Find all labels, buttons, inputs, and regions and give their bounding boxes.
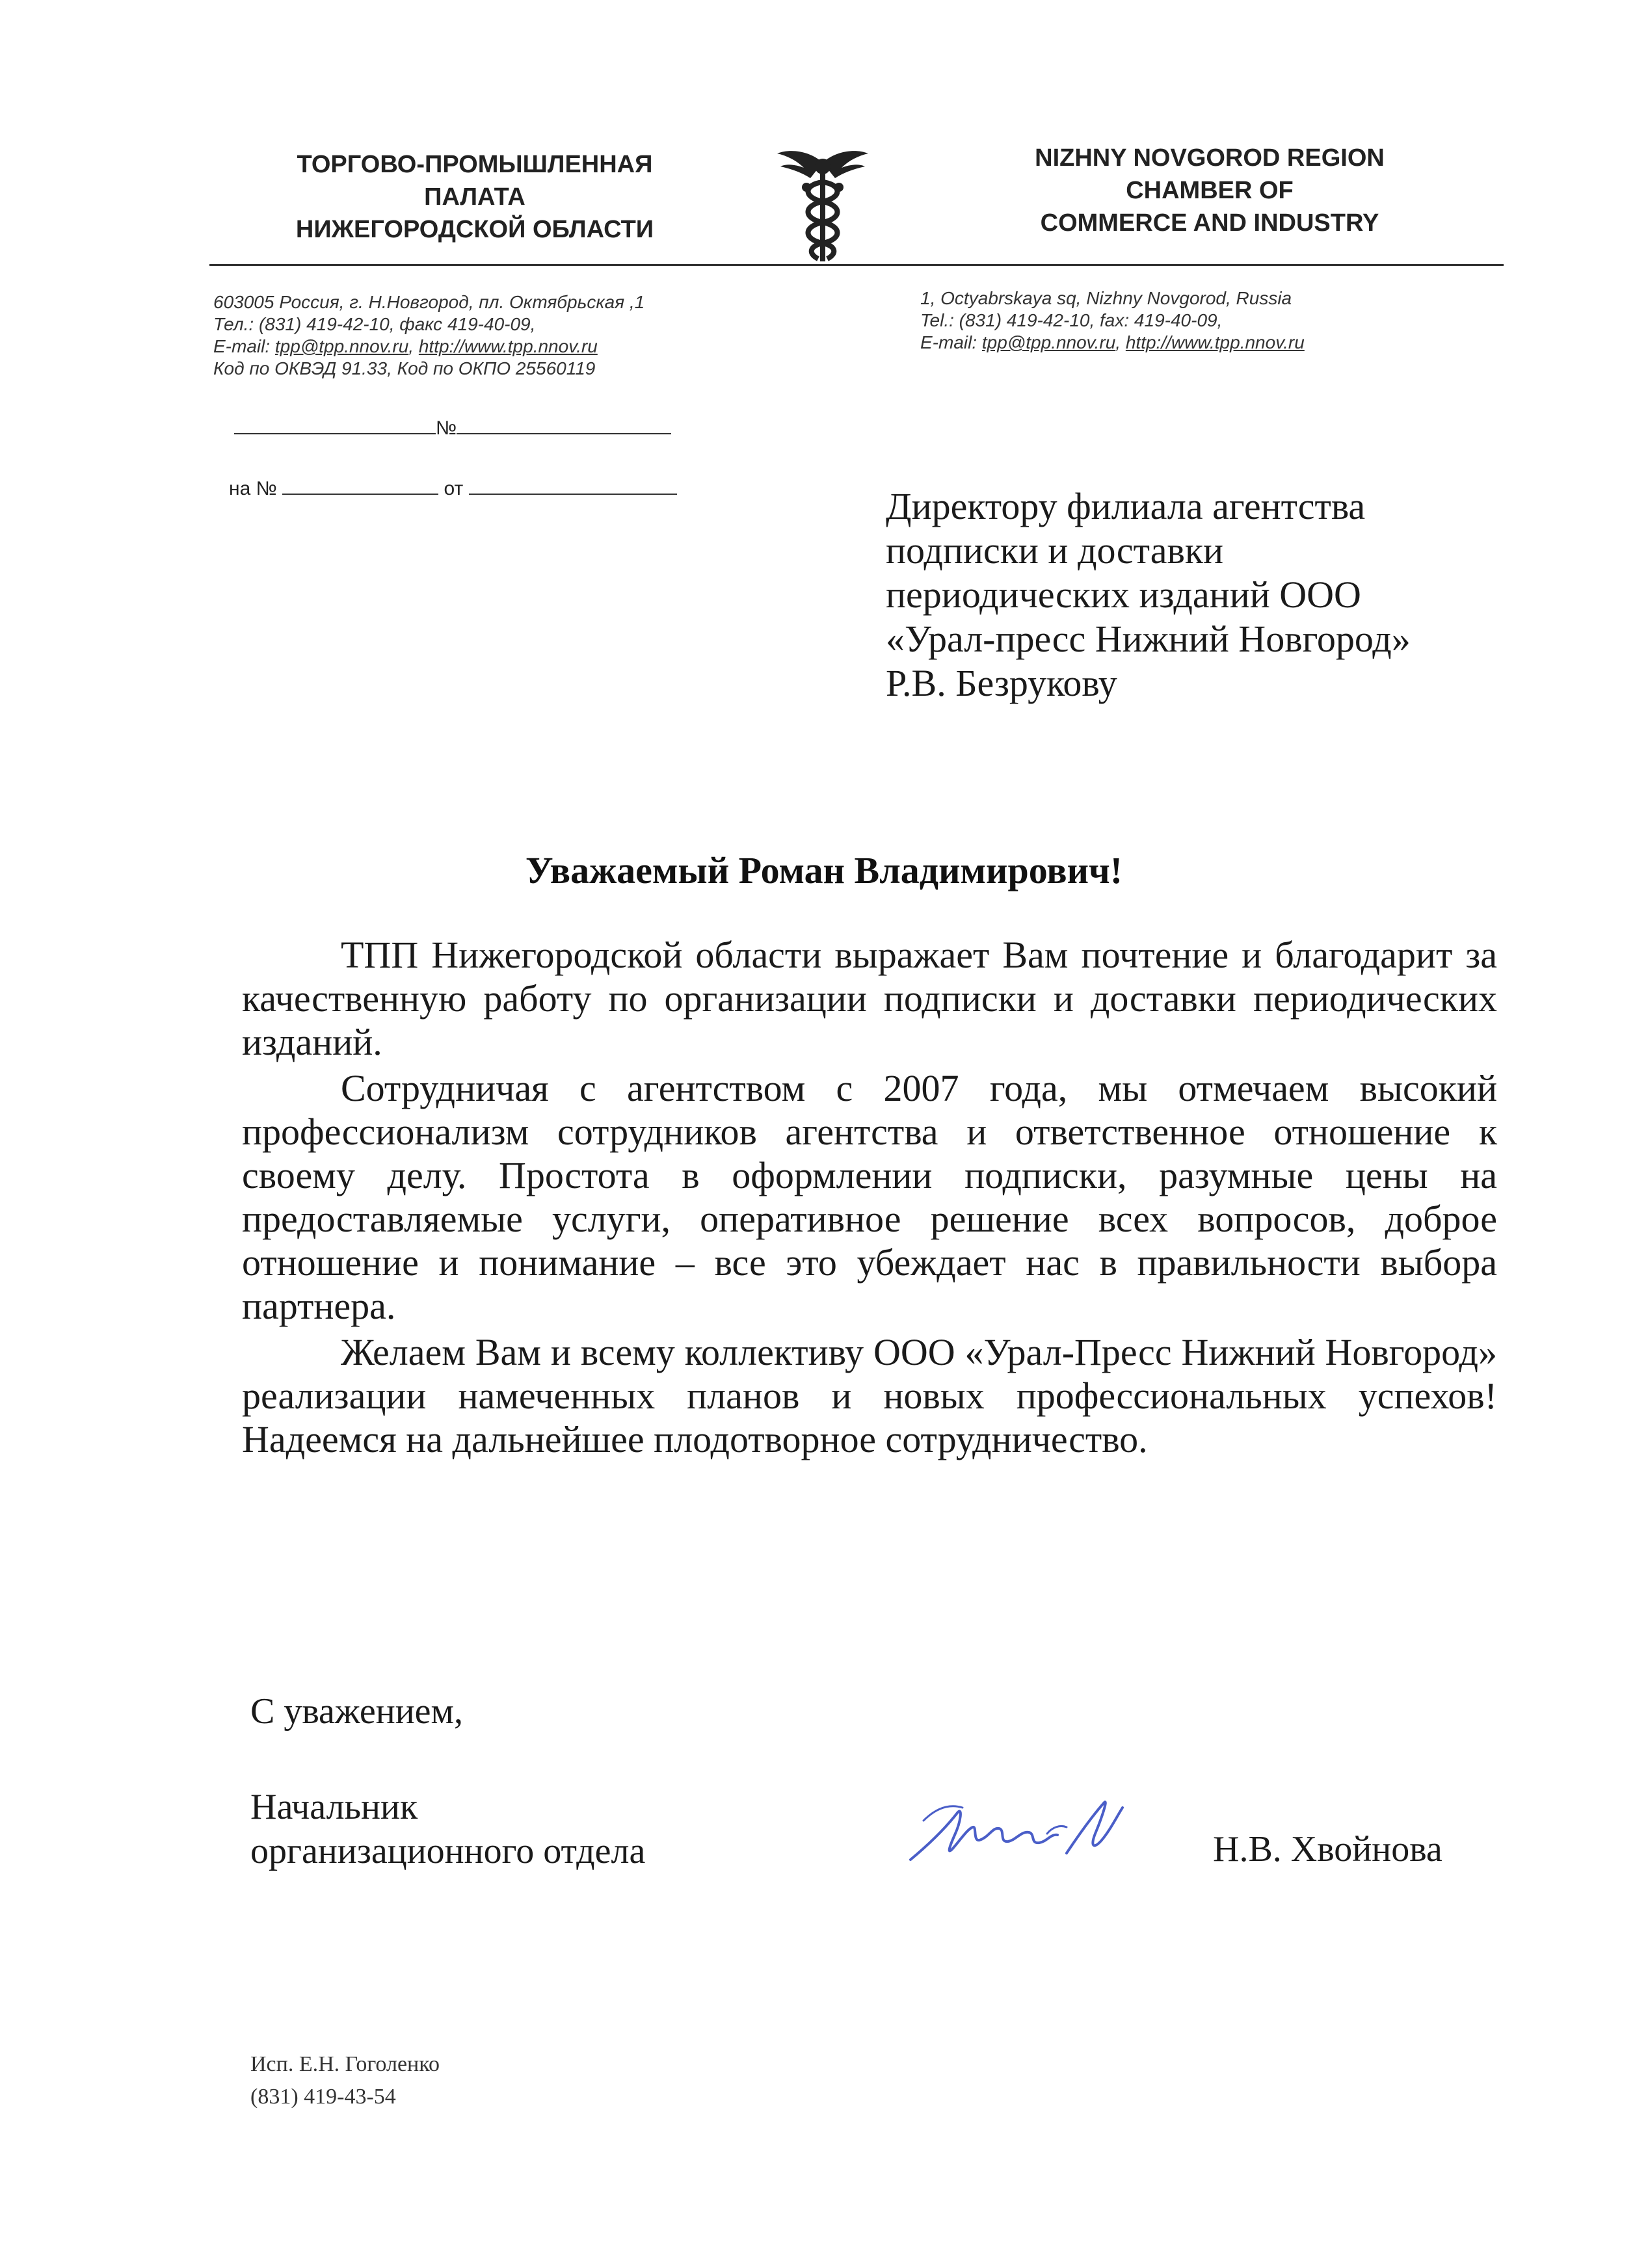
- salutation: Уважаемый Роман Владимирович!: [525, 849, 1123, 891]
- signer-position-line-1: Начальник: [250, 1787, 418, 1827]
- contacts-ru-email-line: [213, 336, 799, 358]
- signer-position: [250, 1785, 645, 1873]
- outgoing-date-blank: [234, 416, 436, 434]
- closing: С уважением,: [250, 1691, 463, 1732]
- contacts-ru-codes: Код по ОКВЭД 91.33, Код по ОКПО 25560119: [213, 358, 596, 378]
- contacts-en-site-link[interactable]: http://www.tpp.nnov.ru: [1125, 332, 1305, 352]
- handwritten-signature-icon: [884, 1782, 1145, 1879]
- reference-prefix: на №: [229, 478, 277, 499]
- contacts-en-email-label: E-mail:: [920, 332, 982, 352]
- contacts-en: [920, 287, 1506, 354]
- executor-name: Исп. Е.Н. Гоголенко: [250, 2052, 440, 2076]
- executor-block: [250, 2048, 440, 2113]
- addressee-block: [886, 484, 1536, 705]
- signer-name: Н.В. Хвойнова: [1213, 1829, 1442, 1869]
- contacts-ru-separator: ,: [408, 336, 419, 356]
- body-paragraph-3: Желаем Вам и всему коллективу ООО «Урал-Пресс Нижний Новгород» реализации намеченных планов и новых профессиональных успехов! Надеемся на дальнейшее плодотворное сотрудничество.: [242, 1331, 1497, 1460]
- header-divider: [209, 264, 1504, 266]
- reference-from-label: от: [444, 478, 464, 499]
- letter-body: [242, 933, 1497, 1464]
- org-name-en-line-1: NIZHNY NOVGOROD REGION: [1035, 144, 1385, 172]
- addressee-line-1: Директору филиала агентства: [886, 485, 1366, 527]
- outgoing-number-blank: [457, 416, 671, 434]
- reference-date-blank: [469, 477, 677, 495]
- reference-field: [229, 477, 677, 500]
- contacts-en-phone: Tel.: (831) 419-42-10, fax: 419-40-09,: [920, 310, 1223, 330]
- outgoing-number-field: [234, 416, 671, 440]
- contacts-ru-email-label: E-mail:: [213, 336, 275, 356]
- contacts-ru: [213, 291, 799, 380]
- contacts-ru-email-link[interactable]: tpp@tpp.nnov.ru: [274, 336, 409, 356]
- org-name-en-line-2: CHAMBER OF: [1126, 177, 1294, 204]
- signer-position-line-2: организационного отдела: [250, 1831, 646, 1871]
- addressee-line-3: периодических изданий ООО: [886, 574, 1361, 616]
- body-paragraph-2: Сотрудничая с агентством с 2007 года, мы отмечаем высокий профессионализм сотрудников агентства и ответственное отношение к своему делу. Простота в оформлении подписки, разумные цены на предоставляемые услуги, оперативное решение всех вопросов, доброе отношение и понимание – все это убеждает нас в правильности выбора партнера.: [242, 1067, 1497, 1327]
- contacts-en-email-link[interactable]: tpp@tpp.nnov.ru: [981, 332, 1116, 352]
- org-name-ru-line-2: ПАЛАТА: [424, 183, 525, 211]
- org-name-ru: [260, 148, 689, 246]
- reference-number-blank: [282, 477, 438, 495]
- org-name-en: [976, 142, 1444, 239]
- executor-phone: (831) 419-43-54: [250, 2085, 396, 2109]
- contacts-ru-phone: Тел.: (831) 419-42-10, факс 419-40-09,: [213, 314, 536, 334]
- caduceus-eagle-emblem-icon: [774, 144, 871, 268]
- addressee-line-2: подписки и доставки: [886, 529, 1224, 572]
- org-name-en-line-3: COMMERCE AND INDUSTRY: [1040, 209, 1379, 237]
- contacts-en-separator: ,: [1115, 332, 1126, 352]
- org-name-ru-line-1: ТОРГОВО-ПРОМЫШЛЕННАЯ: [297, 151, 653, 178]
- addressee-line-5: Р.В. Безрукову: [886, 662, 1117, 704]
- contacts-en-email-line: [920, 332, 1506, 354]
- body-paragraph-1: ТПП Нижегородской области выражает Вам почтение и благодарит за качественную работу по организации подписки и доставки периодических изданий.: [242, 934, 1497, 1063]
- contacts-ru-address: 603005 Россия, г. Н.Новгород, пл. Октябрьская ,1: [213, 292, 645, 312]
- org-name-ru-line-3: НИЖЕГОРОДСКОЙ ОБЛАСТИ: [295, 216, 654, 243]
- outgoing-number-sign: №: [436, 417, 457, 439]
- contacts-en-address: 1, Octyabrskaya sq, Nizhny Novgorod, Russia: [920, 288, 1292, 308]
- contacts-ru-site-link[interactable]: http://www.tpp.nnov.ru: [418, 336, 598, 356]
- addressee-line-4: «Урал-пресс Нижний Новгород»: [886, 618, 1411, 660]
